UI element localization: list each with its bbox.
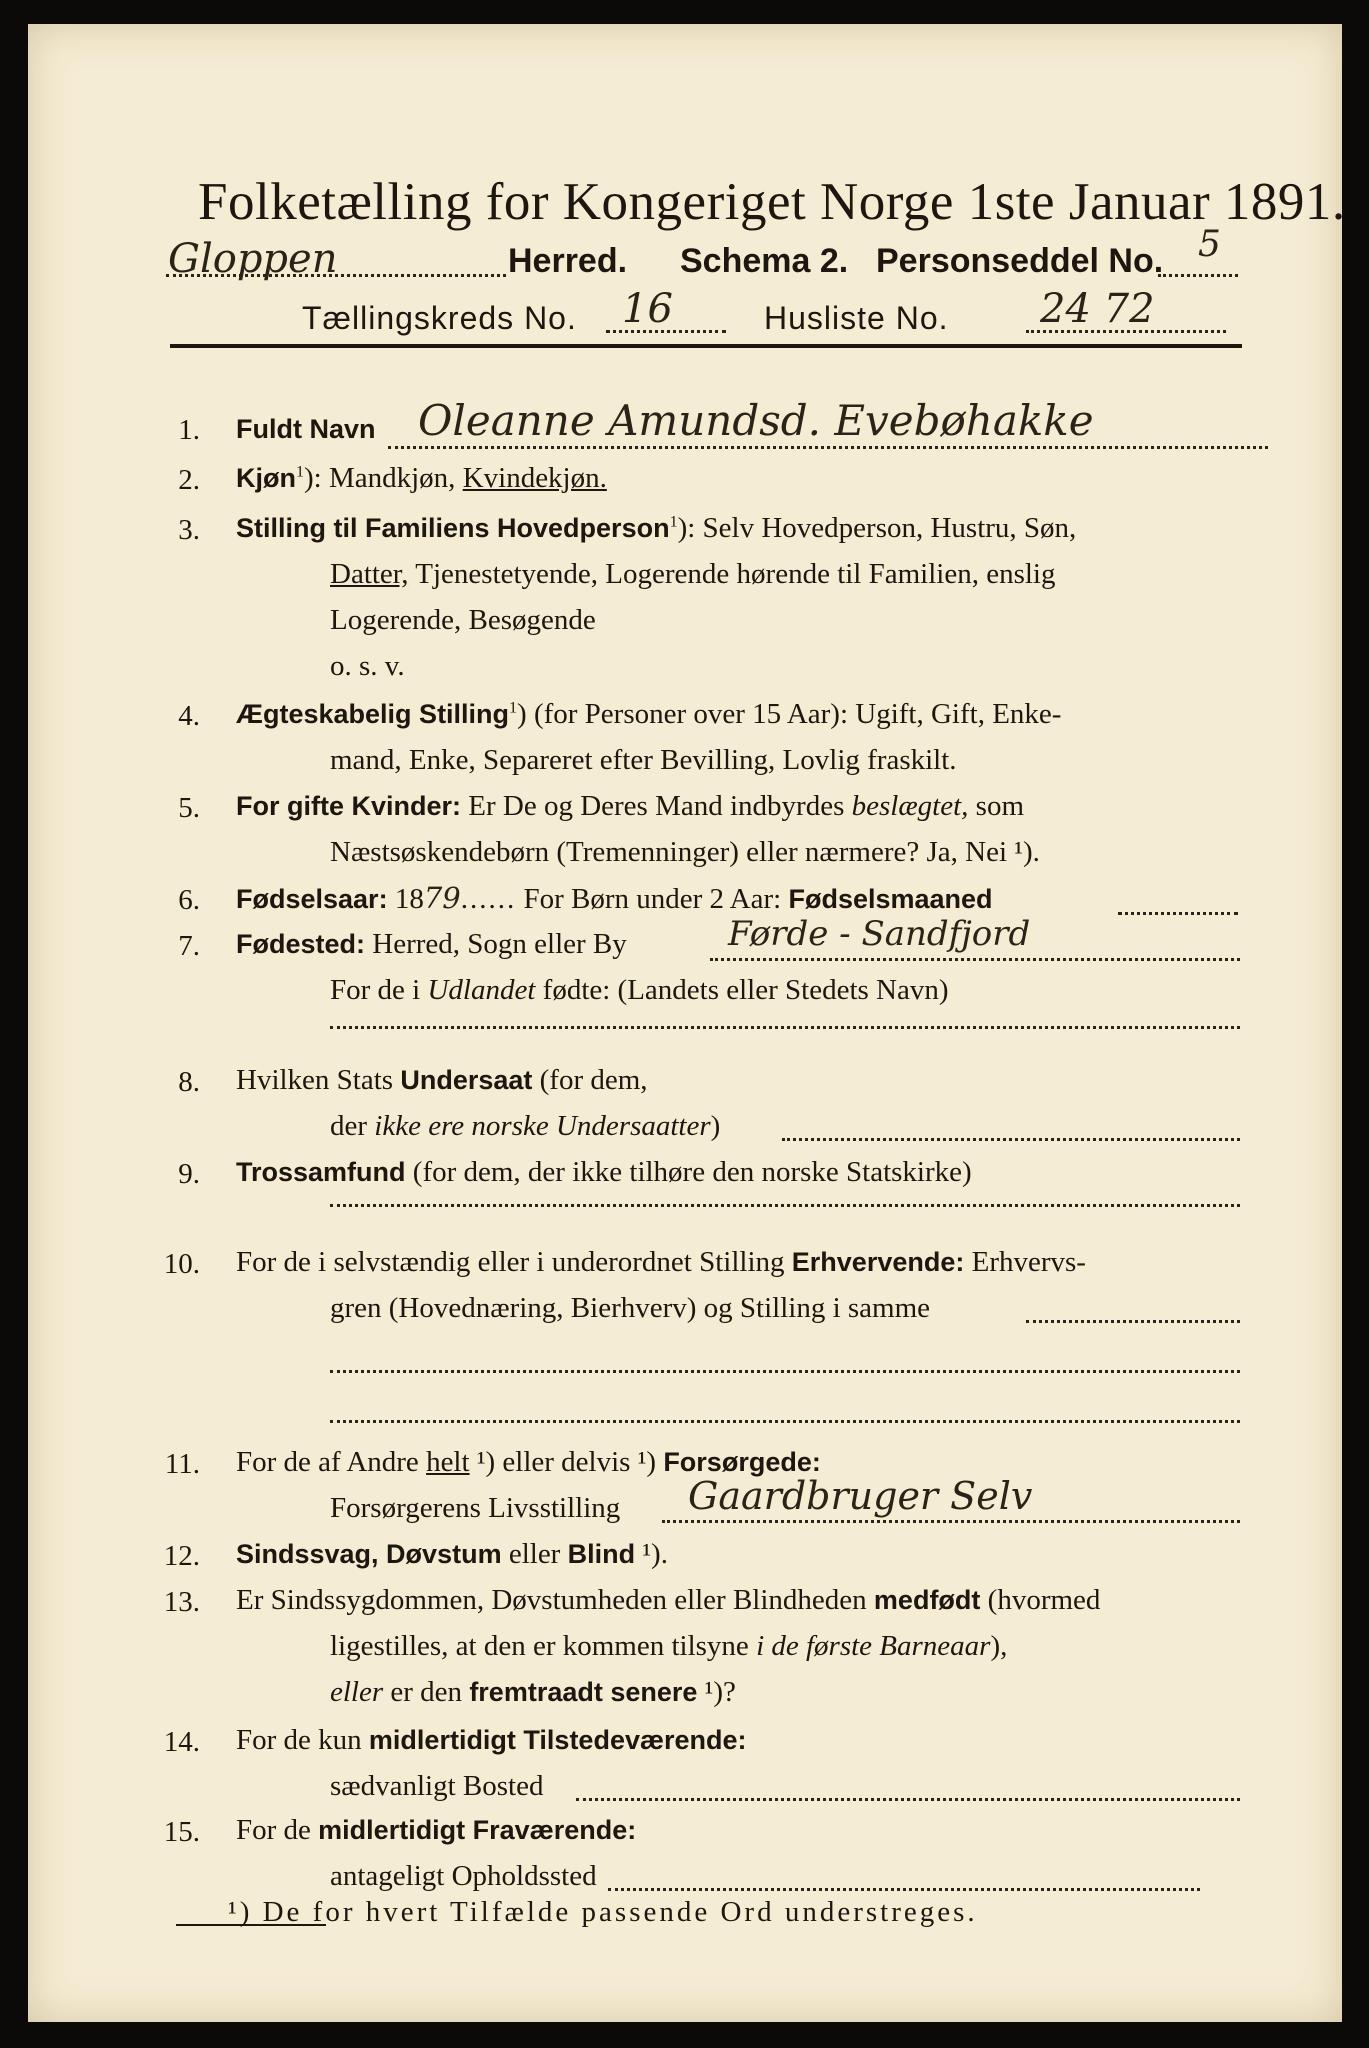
q15-text: For de bbox=[236, 1814, 319, 1846]
q9-text: (for dem, der ikke tilhøre den norske Statskirke) bbox=[405, 1156, 972, 1188]
q6-line: Fødselsaar: 1879...... For Børn under 2 Aar: Fødselsmaaned bbox=[236, 881, 993, 915]
q11-label: Forsørgede: bbox=[663, 1447, 821, 1477]
q10-dotline bbox=[1026, 1320, 1240, 1323]
q13-line2 bbox=[330, 1632, 1007, 1661]
q4-line2: mand, Enke, Separeret efter Bevilling, Lovlig fraskilt. bbox=[330, 744, 957, 776]
q3-line2-text: Tjenestetyende, Logerende hørende til Familien, enslig bbox=[408, 558, 1056, 590]
census-form bbox=[28, 24, 1346, 2022]
q3-number: 3. bbox=[178, 514, 200, 546]
q1-label: Fuldt Navn bbox=[236, 414, 376, 444]
q9-dotline bbox=[330, 1204, 1240, 1207]
q6-label2: Fødselsmaaned bbox=[788, 884, 993, 914]
q11-number: 11. bbox=[164, 1448, 200, 1480]
q11-line2: Forsørgerens Livsstilling bbox=[330, 1492, 621, 1524]
q15-number: 15. bbox=[163, 1816, 200, 1848]
q2-text-a: ): Mandkjøn, bbox=[304, 462, 456, 494]
q11-provider-value: Gaardbruger Selv bbox=[688, 1474, 1033, 1518]
q5-line1i: beslægtet, bbox=[851, 790, 969, 822]
q6-year-printed: 18 bbox=[394, 883, 424, 915]
q12-line bbox=[236, 1540, 668, 1569]
q15-label: midlertidigt Fraværende: bbox=[318, 1815, 637, 1845]
q6-dotline bbox=[1118, 912, 1238, 915]
footnote: ¹) De for hvert Tilfælde passende Ord understreges. bbox=[228, 1896, 978, 1928]
q11-dotline bbox=[662, 1520, 1240, 1523]
q13-line3 bbox=[330, 1678, 736, 1707]
q6-year-value: 79 bbox=[423, 881, 461, 915]
q5-label: For gifte Kvinder: bbox=[236, 791, 462, 821]
form-title: Folketælling for Kongeriget Norge 1ste Januar 1891. bbox=[198, 173, 1346, 231]
q14-label: midlertidigt Tilstedeværende: bbox=[368, 1725, 747, 1755]
personseddel-label: Personseddel No. bbox=[876, 242, 1164, 280]
q12-text: eller bbox=[501, 1538, 568, 1570]
q2-kvindekjon: Kvindekjøn. bbox=[462, 462, 607, 494]
q4-line1-text: ) (for Personer over 15 Aar): Ugift, Gift, Enke- bbox=[517, 698, 1062, 730]
herred-label: Herred. bbox=[508, 242, 628, 280]
q8-line1 bbox=[236, 1066, 648, 1095]
q8-text-b: (for dem, bbox=[532, 1064, 648, 1096]
q10-line2: gren (Hovednæring, Bierhverv) og Stilling i samme bbox=[330, 1292, 931, 1324]
kreds-dotline bbox=[606, 330, 726, 333]
kreds-value: 16 bbox=[622, 286, 673, 332]
q2-line bbox=[236, 464, 607, 493]
q5-line1b: som bbox=[968, 790, 1024, 822]
q10-label: Erhvervende: bbox=[791, 1247, 965, 1277]
q11-text-b: ¹) eller delvis ¹) bbox=[469, 1446, 664, 1478]
q3-line2 bbox=[330, 560, 1055, 589]
q2-sup: 1 bbox=[296, 463, 304, 481]
q8-label: Undersaat bbox=[400, 1065, 533, 1095]
q13-line2i: i de første Barneaar bbox=[756, 1630, 991, 1662]
q1-number: 1. bbox=[178, 414, 200, 446]
header-rule bbox=[170, 344, 1242, 348]
q10-dotline3 bbox=[330, 1420, 1240, 1423]
herred-dotline bbox=[166, 274, 506, 277]
q1-dotline bbox=[388, 446, 1268, 449]
q5-line2: Næstsøskendebørn (Tremenninger) eller nærmere? Ja, Nei ¹). bbox=[330, 836, 1040, 868]
q15-dotline bbox=[608, 1888, 1200, 1891]
q1-name-value: Oleanne Amundsd. Evebøhakke bbox=[418, 396, 1094, 445]
q13-line3i: eller bbox=[330, 1676, 384, 1708]
q7-number: 7. bbox=[178, 930, 200, 962]
q3-line1 bbox=[236, 514, 1076, 543]
q12-label2: Blind bbox=[567, 1539, 636, 1569]
husliste-value: 24 72 bbox=[1040, 286, 1155, 332]
q7-line2a: For de i bbox=[330, 974, 428, 1006]
q5-line1 bbox=[236, 792, 1024, 821]
herred-value: Gloppen bbox=[168, 236, 338, 282]
q7-dotline bbox=[710, 958, 1240, 961]
q3-line3: Logerende, Besøgende bbox=[330, 604, 596, 636]
q11-text-a: For de af Andre bbox=[236, 1446, 427, 1478]
q14-number: 14. bbox=[163, 1726, 200, 1758]
q6-text: For Børn under 2 Aar: bbox=[523, 883, 782, 915]
q14-dotline bbox=[576, 1798, 1240, 1801]
personseddel-value: 5 bbox=[1198, 224, 1221, 265]
q10-dotline2 bbox=[330, 1370, 1240, 1373]
q7-line2b: fødte: (Landets eller Stedets Navn) bbox=[535, 974, 949, 1006]
q9-number: 9. bbox=[178, 1158, 200, 1190]
q13-line2b: ), bbox=[990, 1630, 1008, 1662]
q5-line1a: Er De og Deres Mand indbyrdes bbox=[461, 790, 852, 822]
q8-line2i: ikke ere norske Undersaatter bbox=[374, 1110, 711, 1142]
husliste-label: Husliste No. bbox=[764, 300, 949, 336]
q13-line1 bbox=[236, 1586, 1100, 1615]
q3-label: Stilling til Familiens Hovedperson bbox=[236, 513, 670, 543]
kreds-label: Tællingskreds No. bbox=[302, 300, 577, 336]
q13-text-b: (hvormed bbox=[980, 1584, 1101, 1616]
q13-line2a: ligestilles, at den er kommen tilsyne bbox=[330, 1630, 757, 1662]
q9-line1 bbox=[236, 1158, 972, 1187]
q4-sup: 1 bbox=[509, 699, 518, 717]
q13-text-a: Er Sindssygdommen, Døvstumheden eller Blindheden bbox=[236, 1584, 874, 1616]
q9-label: Trossamfund bbox=[236, 1157, 406, 1187]
q6-number: 6. bbox=[178, 884, 200, 916]
q6-label: Fødselsaar: bbox=[236, 884, 388, 914]
q10-number: 10. bbox=[163, 1248, 200, 1280]
q8-text-a: Hvilken Stats bbox=[236, 1064, 401, 1096]
q8-line2 bbox=[330, 1112, 720, 1141]
q10-text-a: For de i selvstændig eller i underordnet Stilling bbox=[236, 1246, 792, 1278]
q11-helt: helt bbox=[426, 1446, 470, 1478]
q11-line1 bbox=[236, 1448, 821, 1477]
q7-dotline2 bbox=[330, 1026, 1240, 1029]
q14-line2: sædvanligt Bosted bbox=[330, 1770, 544, 1802]
q3-sup: 1 bbox=[669, 513, 678, 531]
q8-number: 8. bbox=[178, 1066, 200, 1098]
q13-line3b: fremtraadt senere bbox=[469, 1677, 698, 1707]
q13-number: 13. bbox=[163, 1586, 200, 1618]
q7-line2i: Udlandet bbox=[427, 974, 536, 1006]
q5-number: 5. bbox=[178, 792, 200, 824]
q7-line2 bbox=[330, 976, 949, 1005]
q3-line1-text: ): Selv Hovedperson, Hustru, Søn, bbox=[677, 512, 1077, 544]
q12-tail: ¹). bbox=[635, 1538, 668, 1570]
q13-line3a: er den bbox=[383, 1676, 470, 1708]
q13-label: medfødt bbox=[873, 1585, 981, 1615]
q2-number: 2. bbox=[178, 464, 200, 496]
q8-line2b: ) bbox=[710, 1110, 721, 1142]
q3-line4: o. s. v. bbox=[330, 650, 405, 682]
q10-line1 bbox=[236, 1248, 1086, 1277]
q13-line3c: ¹)? bbox=[697, 1676, 736, 1708]
q7-line1 bbox=[236, 930, 627, 959]
q15-line1 bbox=[236, 1816, 636, 1845]
q14-line1 bbox=[236, 1726, 747, 1755]
q12-label: Sindssvag, Døvstum bbox=[236, 1539, 502, 1569]
q7-birthplace-value: Førde - Sandfjord bbox=[728, 914, 1031, 954]
personseddel-dotline bbox=[1158, 274, 1238, 277]
q8-line2a: der bbox=[330, 1110, 375, 1142]
q7-text: Herred, Sogn eller By bbox=[372, 928, 627, 960]
q4-number: 4. bbox=[178, 700, 200, 732]
husliste-dotline bbox=[1026, 330, 1226, 333]
q4-line1 bbox=[236, 700, 1061, 729]
q10-text-b: Erhvervs- bbox=[964, 1246, 1086, 1278]
q8-dotline bbox=[782, 1138, 1240, 1141]
q2-label: Kjøn bbox=[236, 463, 296, 493]
q12-number: 12. bbox=[163, 1540, 200, 1572]
q14-text: For de kun bbox=[236, 1724, 369, 1756]
q15-line2: antageligt Opholdssted bbox=[330, 1860, 597, 1892]
q7-label: Fødested: bbox=[236, 929, 366, 959]
q3-datter: Datter, bbox=[330, 558, 409, 590]
schema-label: Schema 2. bbox=[680, 242, 849, 280]
q4-label: Ægteskabelig Stilling bbox=[236, 699, 510, 729]
